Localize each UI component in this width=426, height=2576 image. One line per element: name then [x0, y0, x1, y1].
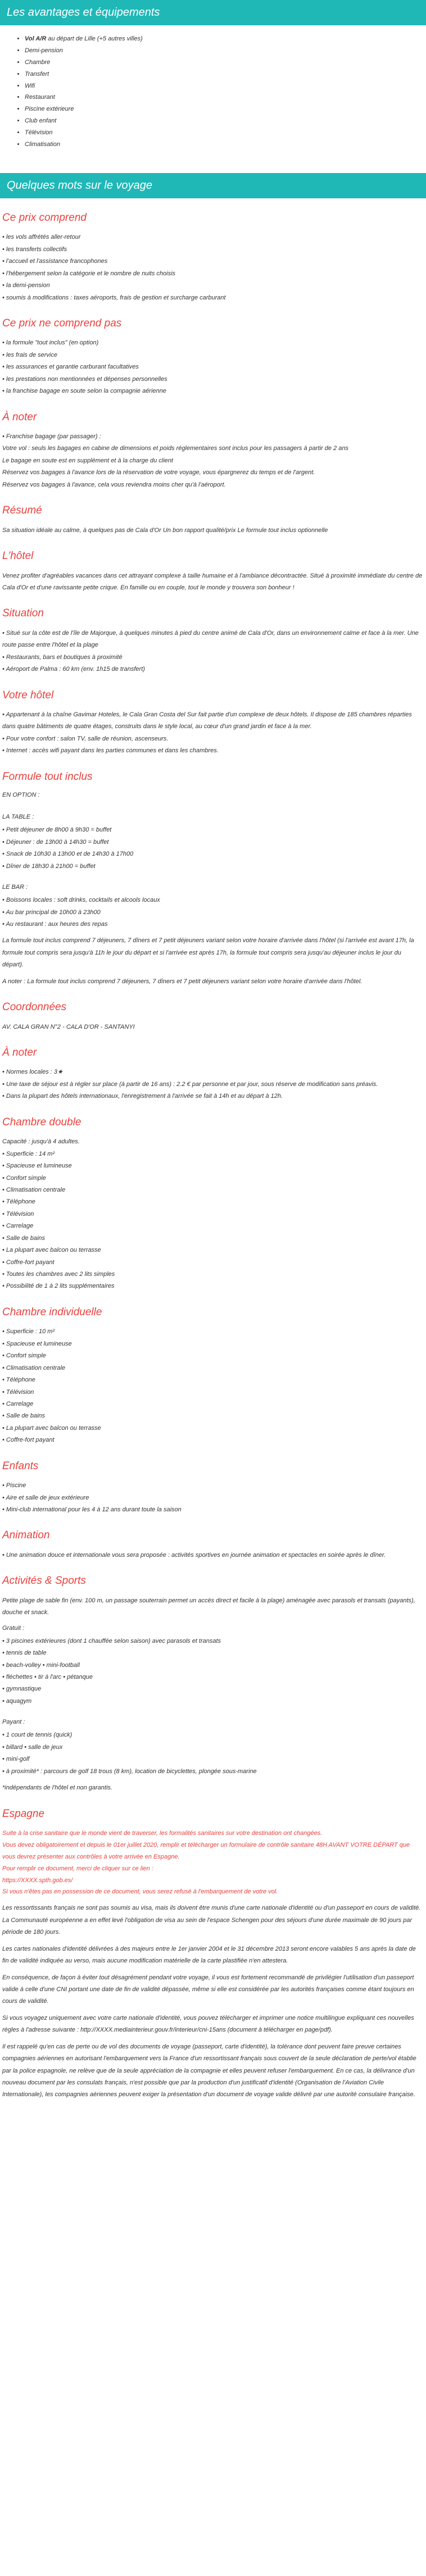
- included-list: [2, 231, 423, 304]
- advantage-item: [25, 80, 426, 92]
- animation-title: Animation: [2, 1529, 50, 1542]
- text-line: Si vous n'êtes pas en possession de ce document, vous serez refusé à l'embarquement de votre vol.: [2, 1888, 278, 1896]
- advantage-item-text: au départ de Lille (+5 autres villes): [46, 35, 143, 42]
- paid-list: [2, 1729, 423, 1778]
- text-line: • Snack de 10h30 à 13h00 et de 14h30 à 17h00: [2, 851, 134, 858]
- text-line: • fléchettes • tir à l'arc • pétanque: [2, 1674, 93, 1681]
- text-line: • Coffre-fort payant: [2, 1437, 55, 1444]
- text-line: • Salle de bains: [2, 1234, 46, 1242]
- advantage-item: [25, 33, 426, 45]
- advantage-item-text: Restaurant: [25, 94, 55, 101]
- text-line: Suite à la crise sanitaire que le monde vient de traverser, les formalités sanitaires sur votre destination ont changées.: [2, 1830, 323, 1837]
- all-inclusive-para2: A noter : La formule tout inclus comprend 7 déjeuners, 7 dîners et 7 petit déjeuners variant selon votre horaire d'arrivée dans l'hôtel.: [2, 978, 362, 985]
- text-line: • aquagym: [2, 1697, 32, 1705]
- double-room-list: [2, 1136, 423, 1293]
- text-line: • Coffre-fort payant: [2, 1259, 55, 1266]
- note2-list: [2, 1066, 423, 1102]
- all-inclusive-para1: La formule tout inclus comprend 7 déjeuners, 7 dîners et 7 petit déjeuners variant selon votre horaire d'arrivée dans l'hôtel (si l'arrivée est avant 17h, la formule tout compris sera jusqu'à 11h le jour du départ et si l'arrivée est après 17h, la formule tout compris sera jusqu'au déjeuner inclus le jour du départ).: [2, 937, 414, 969]
- advantage-item: [25, 115, 426, 127]
- advantage-item-text: Télévision: [25, 129, 53, 137]
- advantage-item: [25, 103, 426, 115]
- text-line: • Télévision: [2, 1210, 34, 1217]
- text-line: • les vols affrétés aller-retour: [2, 234, 81, 241]
- text-line: • la franchise bagage en soute selon la compagnie aérienne: [2, 388, 166, 395]
- spain-sanitary-list: [2, 1828, 423, 1898]
- advantage-item-text: Transfert: [25, 70, 49, 78]
- free-label: Gratuit :: [2, 1624, 25, 1632]
- advantage-item-text: Chambre: [25, 58, 51, 66]
- activities-title: Activités & Sports: [2, 1575, 86, 1587]
- summary-text: Sa situation idéale au calme, à quelques pas de Cala d'Or Un bon rapport qualité/prix Le formule tout inclus optionnelle: [2, 526, 328, 534]
- text-line: • tennis de table: [2, 1650, 47, 1657]
- situation-title: Situation: [2, 607, 44, 620]
- travel-content: [0, 210, 426, 2101]
- text-line: • mini-golf: [2, 1756, 30, 1763]
- paid-label: Payant :: [2, 1719, 25, 1726]
- text-line: • Normes locales : 3★: [2, 1069, 63, 1076]
- text-line: • La plupart avec balcon ou terrasse: [2, 1424, 101, 1432]
- double-room-title: Chambre double: [2, 1116, 81, 1128]
- advantage-item: [25, 57, 426, 69]
- text-line: • Télévision: [2, 1388, 34, 1396]
- text-line: • Aéroport de Palma : 60 km (env. 1h15 de transfert): [2, 666, 145, 673]
- text-line: • Boissons locales : soft drinks, cocktails et alcools locaux: [2, 897, 160, 904]
- spain-paragraph: En conséquence, de façon à éviter tout désagrément pendant votre voyage, il vous est fortement recommandé de privilégier l'utilisation d'un passeport valide à celle d'une CNI portant une date de fin de validité dépassée, même si elle est considérée par les autorités françaises comme étant toujours en cours de validité.: [2, 1974, 414, 2005]
- text-line: • Carrelage: [2, 1223, 34, 1230]
- our-hotel-list: [2, 709, 423, 757]
- text-line: • Situé sur la côte est de l'île de Majorque, à quelques minutes à pied du centre animé de Cala d'Or, dans un environnement calme et face à la mer. Une route passe entre l'hôtel et la plage: [2, 629, 419, 649]
- advantage-item: [25, 45, 426, 57]
- text-line: • Appartenant à la chaîne Gavimar Hoteles, le Cala Gran Costa del Sur fait partie d'un complexe de deux hôtels. Il dispose de 185 chambres réparties dans quatre bâtiments de quatre étages, construits dans le style local, au cœur d'un grand jardin et face à la mer.: [2, 711, 412, 730]
- text-line: • l'hébergement selon la catégorie et le nombre de nuits choisis: [2, 270, 176, 277]
- advantage-item: [25, 139, 426, 151]
- text-line: • les frais de service: [2, 351, 57, 358]
- spain-paragraph: Les cartes nationales d'identité délivrées à des majeurs entre le 1er janvier 2004 et le 31 décembre 2013 seront encore valables 5 ans après la date de fin de validité indiquée au verso, mais aucune modification matérielle de la carte plastifiée n'en attestera.: [2, 1945, 416, 1965]
- text-line: • Une taxe de séjour est à régler sur place (à partir de 16 ans) : 2.2 € par personne et par jour, sous réserve de modification sans préavis.: [2, 1080, 378, 1088]
- kids-list: [2, 1480, 423, 1516]
- text-line: • Dîner de 18h30 à 21h00 = buffet: [2, 862, 96, 870]
- text-line: • billard • salle de jeux: [2, 1743, 63, 1751]
- travel-heading: Quelques mots sur le voyage: [0, 173, 426, 198]
- advantages-list: [15, 33, 426, 151]
- single-room-title: Chambre individuelle: [2, 1306, 102, 1318]
- activities-intro: Petite plage de sable fin (env. 100 m, un passage souterrain permet un accès direct et facile à la plage) aménagée avec parasols et transats (payants), douche et snack.: [2, 1597, 415, 1616]
- text-line: • Superficie : 10 m²: [2, 1328, 55, 1335]
- text-line: • Superficie : 14 m²: [2, 1150, 55, 1157]
- text-line: • les assurances et garantie carburant facultatives: [2, 364, 139, 371]
- coordinates-text: AV. CALA GRAN N°2 - CALA D'OR - SANTANYI: [2, 1023, 135, 1030]
- advantage-item-bold: Vol A/R: [25, 35, 47, 42]
- text-line: Réservez vos bagages à l'avance lors de la réservation de votre voyage, vous épargnerez du temps et de l'argent.: [2, 469, 315, 476]
- note1-title: À noter: [2, 411, 37, 423]
- summary-title: Résumé: [2, 505, 42, 517]
- text-line: • à proximité* : parcours de golf 18 trous (8 km), location de bicyclettes, plongée sous-marine: [2, 1768, 257, 1775]
- text-line: • Déjeuner : de 13h00 à 14h30 = buffet: [2, 838, 109, 846]
- text-line: • l'accueil et l'assistance francophones: [2, 258, 108, 265]
- advantage-item: [25, 127, 426, 139]
- advantage-item-text: Club enfant: [25, 117, 57, 125]
- text-line: • 3 piscines extérieures (dont 1 chauffée selon saison) avec parasols et transats: [2, 1637, 221, 1644]
- spain-paragraph: Si vous voyagez uniquement avec votre carte nationale d'identité, vous pouvez télécharger et imprimer une notice multilingue expliquant ces nouvelles règles à l'adresse suivante : http://XXXX.mediainterieur.gouv.fr/interieur/cni-15ans (document à télécharger en page/pdf).: [2, 2014, 414, 2034]
- text-line: • Au restaurant : aux heures des repas: [2, 920, 108, 928]
- text-line: • beach-volley • mini-football: [2, 1661, 80, 1669]
- text-line: • soumis à modifications : taxes aéroports, frais de gestion et surcharge carburant: [2, 294, 226, 301]
- all-inclusive-title: Formule tout inclus: [2, 770, 93, 783]
- all-inclusive-option: EN OPTION :: [2, 792, 40, 799]
- note2-title: À noter: [2, 1047, 37, 1059]
- bar-list: [2, 894, 423, 930]
- text-line: • Mini-club international pour les 4 à 12 ans durant toute la saison: [2, 1506, 182, 1514]
- advantage-item-text: Piscine extérieure: [25, 106, 74, 113]
- advantage-item-text: Climatisation: [25, 141, 60, 148]
- text-line: Pour remplir ce document, merci de cliquer sur ce lien :: [2, 1865, 153, 1872]
- text-line: • la formule "tout inclus" (en option): [2, 339, 99, 347]
- hotel-title: L'hôtel: [2, 550, 34, 562]
- text-line: Le bagage en soute est en supplément et à la charge du client: [2, 457, 173, 464]
- text-line: • Au bar principal de 10h00 à 23h00: [2, 908, 101, 916]
- advantage-item: [25, 69, 426, 80]
- text-line: • Spacieuse et lumineuse: [2, 1162, 72, 1170]
- kids-title: Enfants: [2, 1460, 39, 1472]
- text-line: • les prestations non mentionnées et dépenses personnelles: [2, 375, 167, 383]
- spain-paragraph: Il est rappelé qu'en cas de perte ou de vol des documents de voyage (passeport, carte d'identité), la tolérance dont peuvent faire preuve certaines compagnies aériennes en autorisant l'embarquement vers la France d'un ressortissant français sous couvert de la seule déclaration de perte/vol établie par la police espagnole, ne relève que de la seule appréciation de la compagnie et elles peuvent refuser l'embarquement. En ce cas, la délivrance d'un nouveau document par les consulats français, n'est possible que par la production d'un justificatif d'identité (Organisation de l'Aviation Civile Internationale), les compagnies aériennes peuvent exiger la présentation d'un document de voyage valide délivré par une autorité consulaire française.: [2, 2043, 416, 2098]
- coordinates-title: Coordonnées: [2, 1001, 67, 1014]
- text-line: • Pour votre confort : salon TV, salle de réunion, ascenseurs.: [2, 735, 169, 742]
- activities-footnote: *indépendants de l'hôtel et non garantis.: [2, 1784, 112, 1792]
- text-line: • Possibilité de 1 à 2 lits supplémentaires: [2, 1283, 115, 1290]
- spain-paragraph: Les ressortissants français ne sont pas soumis au visa, mais ils doivent être munis d'une carte nationale d'identité ou d'un passeport en cours de validité. La Communauté européenne a en effet levé l'obligation de visa au sein de l'espace Schengen pour des séjours d'une durée maximale de 90 jours par période de 180 jours.: [2, 1905, 421, 1936]
- table-list: [2, 824, 423, 873]
- text-line: https://XXXX.spth.gob.es/: [2, 1877, 73, 1884]
- text-line: • Téléphone: [2, 1198, 35, 1206]
- text-line: • Aire et salle de jeux extérieure: [2, 1494, 89, 1501]
- advantages-heading: Les avantages et équipements: [0, 0, 426, 25]
- free-list: [2, 1635, 423, 1708]
- text-line: • les transferts collectifs: [2, 246, 67, 253]
- note1-list: [2, 431, 423, 491]
- advantage-item: [25, 92, 426, 103]
- text-line: • La plupart avec balcon ou terrasse: [2, 1247, 101, 1254]
- advantage-item-text: Demi-pension: [25, 47, 63, 54]
- table-label: LA TABLE :: [2, 814, 34, 821]
- text-line: • 1 court de tennis (quick): [2, 1732, 72, 1739]
- excluded-title: Ce prix ne comprend pas: [2, 317, 122, 329]
- hotel-text: Venez profiter d'agréables vacances dans cet attrayant complexe à taille humaine et à l'ambiance décontractée. Situé à proximité immédiate du centre de Cala d'Or et d'une ravissante petite crique. En famille ou en couple, tout le monde y trouvera son bonheur !: [2, 572, 423, 591]
- excluded-list: [2, 337, 423, 397]
- text-line: • Climatisation centrale: [2, 1186, 66, 1193]
- single-room-list: [2, 1326, 423, 1446]
- text-line: Vous devez obligatoirement et depuis le 01er juillet 2020, remplir et télécharger un formulaire de contrôle sanitaire 48H AVANT VOTRE DÉPART que vous devrez présenter aux contrôles à votre arrivée en Espagne.: [2, 1841, 410, 1860]
- text-line: • Spacieuse et lumineuse: [2, 1340, 72, 1347]
- text-line: • Confort simple: [2, 1352, 46, 1360]
- text-line: • Dans la plupart des hôtels internationaux, l'enregistrement à l'arrivée se fait à 14h et au départ à 12h.: [2, 1093, 283, 1100]
- text-line: • Confort simple: [2, 1174, 46, 1182]
- our-hotel-title: Votre hôtel: [2, 689, 54, 701]
- text-line: Votre vol : seuls les bagages en cabine de dimensions et poids réglementaires sont inclus pour les passagers à partir de 2 ans: [2, 445, 348, 452]
- text-line: • la demi-pension: [2, 282, 50, 289]
- text-line: Capacité : jusqu'à 4 adultes.: [2, 1138, 80, 1146]
- text-line: • Salle de bains: [2, 1412, 46, 1420]
- text-line: Réservez vos bagages à l'avance, cela vous reviendra moins cher qu'à l'aéroport.: [2, 481, 226, 488]
- text-line: • Téléphone: [2, 1376, 35, 1384]
- text-line: • Petit déjeuner de 8h00 à 9h30 = buffet: [2, 826, 112, 834]
- situation-list: [2, 628, 423, 676]
- spain-paragraphs: [2, 1902, 423, 2101]
- text-line: • Internet : accès wifi payant dans les parties communes et dans les chambres.: [2, 747, 219, 755]
- text-line: • Toutes les chambres avec 2 lits simples: [2, 1271, 115, 1278]
- text-line: • Carrelage: [2, 1400, 34, 1407]
- text-line: • Climatisation centrale: [2, 1364, 66, 1371]
- text-line: • Piscine: [2, 1482, 26, 1489]
- text-line: • Franchise bagage (par passager) :: [2, 433, 101, 440]
- spain-title: Espagne: [2, 1807, 45, 1820]
- animation-text: • Une animation douce et internationale vous sera proposée : activités sportives en journée animation et spectacles en soirée après le dîner.: [2, 1551, 386, 1559]
- text-line: • gymnastique: [2, 1685, 42, 1693]
- bar-label: LE BAR :: [2, 884, 28, 891]
- text-line: • Restaurants, bars et boutiques à proximité: [2, 653, 123, 661]
- advantage-item-text: Wifi: [25, 82, 35, 89]
- included-title: Ce prix comprend: [2, 211, 87, 224]
